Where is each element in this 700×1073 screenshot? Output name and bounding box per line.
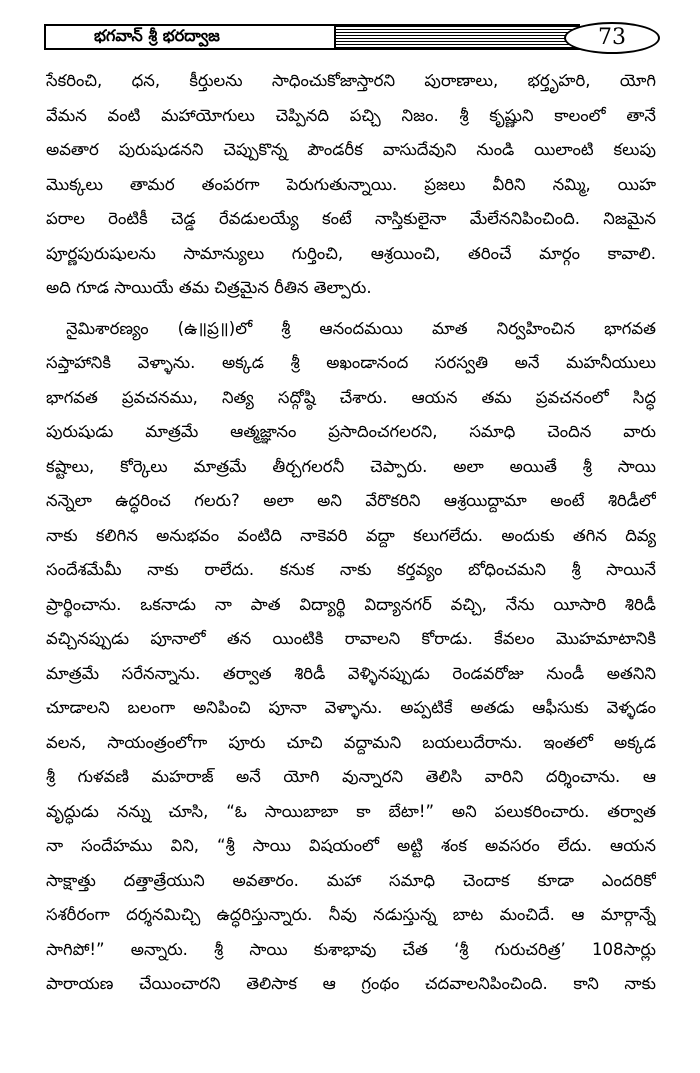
text-line: మాత్రమే సరేనన్నాను. తర్వాత శిరిడీ వెళ్ళినప్పుడు రెండవరోజు నుండీ అతనిని	[46, 663, 656, 683]
text-line: సాక్షాత్తు దత్తాత్రేయుని అవతారం. మహా సమాధి చెందాక కూడా ఎందరికో	[46, 870, 656, 890]
text-line: పురుషుడు మాత్రమే ఆత్మజ్ఞానం ప్రసాదించగలరని, సమాధి చెందిన వారు	[46, 422, 656, 441]
text-line: చూడాలని బలంగా అనిపించి పూనా వెళ్ళాను. అప్పటికే అతడు ఆఫీసుకు వెళ్ళడం	[46, 698, 656, 717]
running-header	[44, 22, 658, 54]
text-line: వేమన వంటి మహాయోగులు చెప్పినది పచ్చి నిజం. శ్రీ కృష్ణుని కాలంలో తానే	[46, 105, 656, 125]
text-line: వలన, సాయంత్రంలోగా పూరు చూచి వద్దామని బయలుదేరాను. ఇంతలో అక్కడ	[46, 732, 656, 752]
text-line: సశరీరంగా దర్శనమిచ్చి ఉద్ధరిస్తున్నారు. నీవు నడుస్తున్న బాట మంచిదే. ఆ మార్గాన్నే	[46, 905, 656, 924]
text-line: అది గూడ సాయియే తమ చిత్రమైన రీతిన తెల్పారు.	[46, 278, 372, 297]
text-line: శ్రీ గుళవణి మహరాజ్ అనే యోగి వున్నారని తెలిసి వారిని దర్శించాను. ఆ	[46, 767, 656, 786]
text-line: వచ్చినప్పుడు పూనాలో తన యింటికి రావాలని కోరాడు. కేవలం మొహమాటానికి	[46, 629, 656, 648]
text-line: పరాల రెంటికీ చెడ్డ రేవడులయ్యే కంటే నాస్తికులైనా మేలేననిపించింది. నిజమైన	[46, 209, 656, 228]
text-line: కష్టాలు, కోర్కెలు మాత్రమే తీర్చగలరనీ చెప్పారు. అలా అయితే శ్రీ సాయి	[46, 456, 656, 476]
paragraph-1	[46, 64, 656, 306]
text-line: పారాయణ చేయించారని తెలిసాక ఆ గ్రంథం చదవాలనిపించింది. కాని నాకు	[46, 974, 656, 993]
text-line: సప్తాహానికి వెళ్ళాను. అక్కడ శ్రీ అఖండానంద సరస్వతి అనే మహనీయులు	[46, 353, 656, 372]
header-stripes-ornament	[336, 26, 580, 48]
text-line: పూర్ణపురుషులను సామాన్యులు గుర్తించి, ఆశ్రయించి, తరించే మార్గం కావాలి.	[46, 243, 656, 263]
page-body	[46, 64, 656, 1002]
text-line: సందేశమేమీ నాకు రాలేదు. కనుక నాకు కర్తవ్యం బోధించమని శ్రీ సాయినే	[46, 560, 656, 579]
text-line: ప్రార్థించాను. ఒకనాడు నా పాత విద్యార్థి విద్యానగర్ వచ్చి, నేను యీసారి శిరిడీ	[46, 594, 656, 614]
text-line: మొక్కలు తామర తంపరగా పెరుగుతున్నాయి. ప్రజలు వీరిని నమ్మి, యిహ	[46, 174, 656, 194]
page-number: 73	[564, 22, 660, 54]
text-line: భాగవత ప్రవచనము, నిత్య సద్గోష్ఠి చేశారు. ఆయన తమ ప్రవచనంలో సిద్ధ	[46, 387, 656, 407]
paragraph-2	[46, 312, 656, 1002]
running-title: భగవాన్ శ్రీ భరద్వాజ	[94, 26, 220, 45]
text-line: నా సందేహము విని, “శ్రీ సాయి విషయంలో అట్టి శంక అవసరం లేదు. ఆయన	[46, 836, 656, 855]
text-line: నైమిశారణ్యం (ఉ॥ప్ర॥)లో శ్రీ ఆనందమయి మాత నిర్వహించిన భాగవత	[66, 318, 656, 338]
text-line: నాకు కలిగిన అనుభవం వంటిది నాకెవరి వద్దా కలుగలేదు. అందుకు తగిన దివ్య	[46, 525, 656, 545]
header-rule-left	[44, 24, 46, 50]
text-line: వృద్ధుడు నన్ను చూసి, “ఓ సాయిబాబా కా బేటా!” అని పలుకరించారు. తర్వాత	[46, 801, 656, 821]
text-line: సేకరించి, ధన, కీర్తులను సాధించుకోజాస్తారని పురాణాలు, భర్తృహరి, యోగి	[46, 71, 656, 90]
text-line: నన్నెలా ఉద్ధరించ గలరు? అలా అని వేరొకరిని ఆశ్రయిద్దామా అంటే శిరిడీలో	[46, 491, 656, 510]
text-line: సాగిపో!” అన్నారు. శ్రీ సాయి కుశాభావు చేత ‘శ్రీ గురుచరిత్ర’ 108సార్లు	[46, 939, 656, 959]
text-line: అవతార పురుషుడనని చెప్పుకొన్న పౌండరీక వాసుదేవుని నుండి యిలాంటి కలుపు	[46, 140, 656, 159]
